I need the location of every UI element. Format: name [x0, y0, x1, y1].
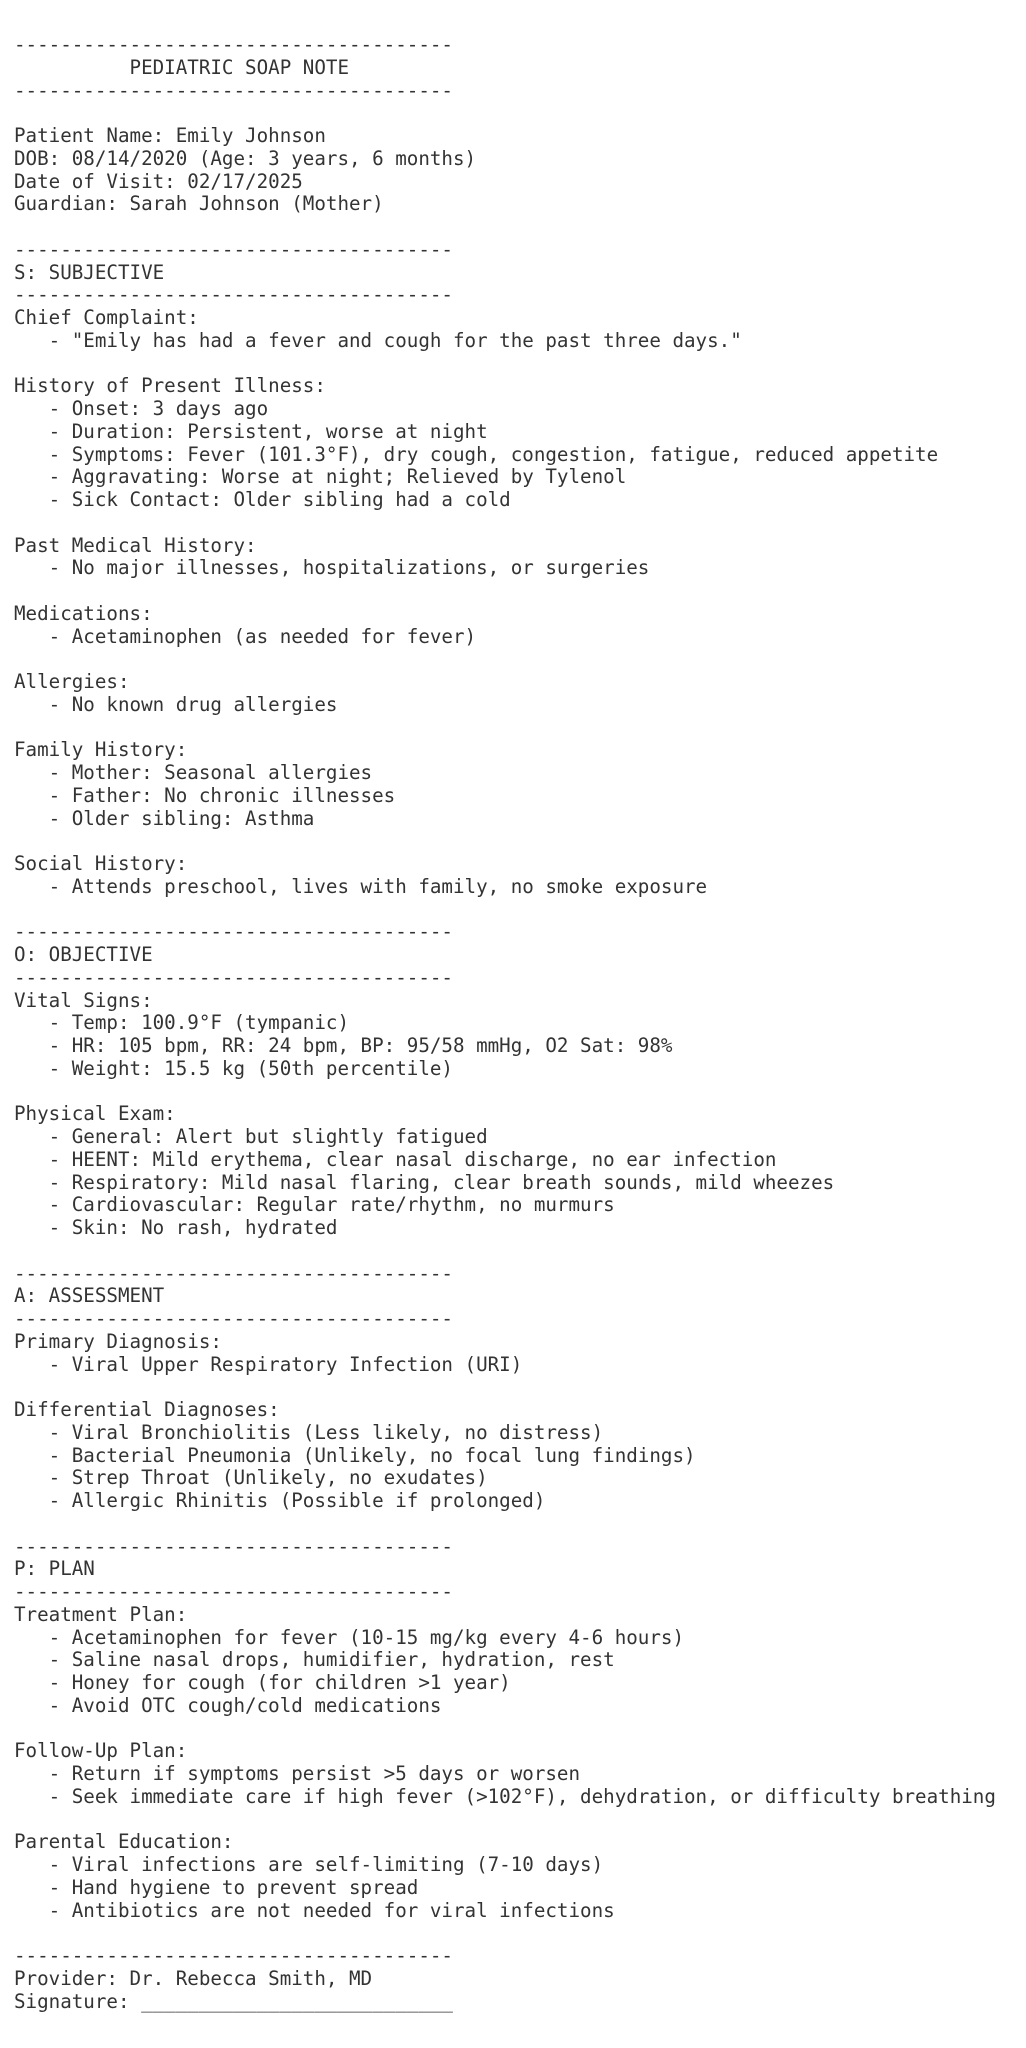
blank-line — [14, 216, 996, 239]
field-heading: History of Present Illness: — [14, 374, 326, 398]
list-item: - Avoid OTC cough/cold medications — [14, 1693, 442, 1717]
blank-line — [14, 353, 996, 376]
blank-line — [14, 580, 996, 603]
list-item: - Aggravating: Worse at night; Relieved by Tylenol — [14, 465, 627, 489]
list-item: - Return if symptoms persist >5 days or worsen — [14, 1762, 581, 1785]
soap-note-document — [14, 34, 996, 2013]
list-item: - Respiratory: Mild nasal flaring, clear breath sounds, mild wheezes — [14, 1170, 835, 1194]
list-item: - HR: 105 bpm, RR: 24 bpm, BP: 95/58 mmHg, O2 Sat: 98% — [14, 1034, 673, 1057]
list-item: - Viral infections are self-limiting (7-10 days) — [14, 1853, 604, 1876]
divider-line: -------------------------------------- — [14, 237, 453, 261]
field-heading: Family History: — [14, 738, 188, 762]
list-item: - Mother: Seasonal allergies — [14, 761, 373, 784]
divider-line: -------------------------------------- — [14, 1534, 453, 1558]
field-heading: Chief Complaint: — [14, 306, 199, 329]
section-heading: P: PLAN — [14, 1557, 95, 1581]
list-item: - Hand hygiene to prevent spread — [14, 1875, 419, 1899]
list-item: - Antibiotics are not needed for viral infections — [14, 1898, 615, 1922]
list-item: - Temp: 100.9°F (tympanic) — [14, 1011, 350, 1035]
field-heading: Follow-Up Plan: — [14, 1739, 188, 1763]
divider-line: -------------------------------------- — [14, 1944, 453, 1967]
field-heading: Vital Signs: — [14, 988, 153, 1012]
field-heading: Parental Education: — [14, 1830, 234, 1854]
blank-line — [14, 717, 996, 740]
field-heading: Allergies: — [14, 670, 130, 693]
list-item: - Weight: 15.5 kg (50th percentile) — [14, 1056, 453, 1080]
blank-line — [14, 1376, 996, 1399]
note-line: Provider: Dr. Rebecca Smith, MD — [14, 1966, 373, 1990]
divider-line: -------------------------------------- — [14, 1580, 453, 1603]
list-item: - Seek immediate care if high fever (>102°F), dehydration, or difficulty breathing — [14, 1784, 996, 1808]
list-item: - No known drug allergies — [14, 692, 338, 716]
list-item: - Duration: Persistent, worse at night — [14, 419, 488, 443]
list-item: - Bacterial Pneumonia (Unlikely, no focal lung findings) — [14, 1443, 696, 1467]
list-item: - Attends preschool, lives with family, no smoke exposure — [14, 874, 708, 898]
list-item: - Viral Bronchiolitis (Less likely, no distress) — [14, 1420, 604, 1444]
divider-line: -------------------------------------- — [14, 283, 453, 307]
field-heading: Social History: — [14, 852, 188, 875]
list-item: - Skin: No rash, hydrated — [14, 1216, 338, 1239]
field-heading: Treatment Plan: — [14, 1602, 188, 1626]
list-item: - Honey for cough (for children >1 year) — [14, 1671, 511, 1694]
blank-line — [14, 512, 996, 535]
blank-line — [14, 1513, 996, 1536]
list-item: - Symptoms: Fever (101.3°F), dry cough, congestion, fatigue, reduced appetite — [14, 442, 939, 466]
note-line: Patient Name: Emily Johnson — [14, 124, 326, 147]
divider-line: -------------------------------------- — [14, 33, 453, 56]
list-item: - HEENT: Mild erythema, clear nasal discharge, no ear infection — [14, 1147, 777, 1171]
blank-line — [14, 1081, 996, 1104]
divider-line: -------------------------------------- — [14, 1307, 453, 1330]
field-heading: Physical Exam: — [14, 1102, 176, 1126]
blank-line — [14, 1718, 996, 1741]
section-heading: O: OBJECTIVE — [14, 943, 153, 966]
signature-line: Signature: ___________________________ — [14, 1989, 453, 2013]
blank-line — [14, 830, 996, 853]
list-item: - Strep Throat (Unlikely, no exudates) — [14, 1466, 488, 1490]
list-item: - Acetaminophen (as needed for fever) — [14, 624, 477, 648]
blank-line — [14, 648, 996, 671]
blank-line — [14, 899, 996, 922]
note-line: Date of Visit: 02/17/2025 — [14, 169, 303, 193]
divider-line: -------------------------------------- — [14, 920, 453, 944]
section-heading: A: ASSESSMENT — [14, 1284, 165, 1308]
list-item: - Acetaminophen for fever (10-15 mg/kg every 4-6 hours) — [14, 1625, 685, 1649]
blank-line — [14, 1809, 996, 1832]
list-item: - Father: No chronic illnesses — [14, 783, 396, 807]
blank-line — [14, 1240, 996, 1263]
list-item: - Cardiovascular: Regular rate/rhythm, no murmurs — [14, 1193, 615, 1217]
list-item: - Viral Upper Respiratory Infection (URI) — [14, 1352, 523, 1376]
document-title: PEDIATRIC SOAP NOTE — [14, 55, 350, 79]
blank-line — [14, 102, 996, 125]
list-item: - Sick Contact: Older sibling had a cold — [14, 488, 511, 511]
field-heading: Medications: — [14, 601, 153, 625]
divider-line: -------------------------------------- — [14, 1261, 453, 1285]
field-heading: Differential Diagnoses: — [14, 1398, 280, 1421]
note-line: DOB: 08/14/2020 (Age: 3 years, 6 months) — [14, 146, 477, 170]
list-item: - Allergic Rhinitis (Possible if prolonged) — [14, 1489, 546, 1512]
field-heading: Past Medical History: — [14, 533, 257, 557]
divider-line: -------------------------------------- — [14, 965, 453, 989]
list-item: - Saline nasal drops, humidifier, hydration, rest — [14, 1648, 615, 1672]
section-heading: S: SUBJECTIVE — [14, 260, 165, 284]
list-item: - "Emily has had a fever and cough for the past three days." — [14, 328, 742, 352]
list-item: - No major illnesses, hospitalizations, or surgeries — [14, 556, 650, 580]
divider-line: -------------------------------------- — [14, 78, 453, 102]
blank-line — [14, 1922, 996, 1945]
list-item: - Onset: 3 days ago — [14, 397, 269, 420]
note-line: Guardian: Sarah Johnson (Mother) — [14, 192, 384, 216]
list-item: - General: Alert but slightly fatigued — [14, 1125, 488, 1148]
list-item: - Older sibling: Asthma — [14, 806, 315, 830]
field-heading: Primary Diagnosis: — [14, 1329, 222, 1353]
